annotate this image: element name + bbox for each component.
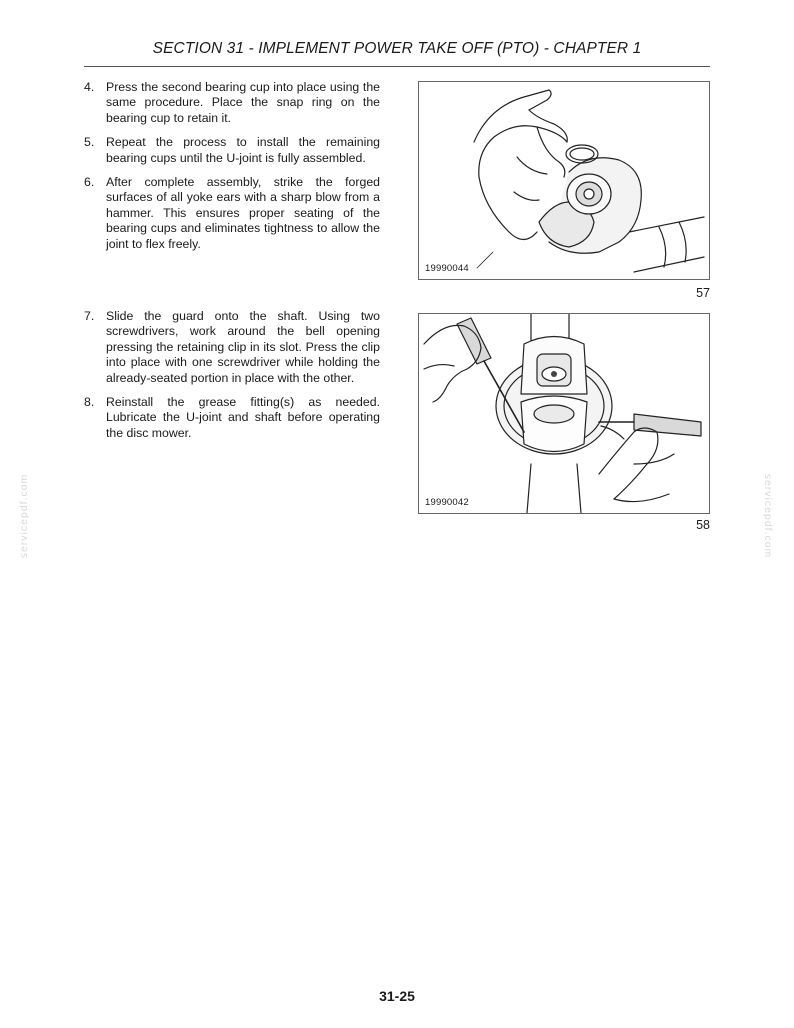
step-number: 4. <box>84 80 95 94</box>
step-text: Repeat the process to install the remaining bearing cups until the U-joint is fully assembled. <box>106 135 380 165</box>
watermark-left: servicepdf.com <box>18 473 30 559</box>
watermark-right: servicepdf.com <box>762 473 774 559</box>
page-header-title: SECTION 31 - IMPLEMENT POWER TAKE OFF (PTO) - CHAPTER 1 <box>152 40 642 57</box>
step-number: 5. <box>84 135 95 150</box>
step-text: Reinstall the grease fitting(s) as needed. Lubricate the U-joint and shaft before operating the disc mower. <box>106 395 380 440</box>
figure-58-guard-clip-illustration <box>418 313 710 514</box>
figure-number-57: 57 <box>696 286 710 300</box>
figure-code-label: 19990042 <box>425 497 469 508</box>
step-text: Press the second bearing cup into place using the same procedure. Place the snap ring on the bearing cup to retain it. <box>106 80 380 125</box>
guard-clip-drawing <box>419 314 709 513</box>
header-divider <box>84 66 710 67</box>
figure-number-58: 58 <box>696 518 710 532</box>
instruction-step-4 <box>84 80 380 126</box>
step-number: 8. <box>84 395 95 410</box>
figure-code-label: 19990044 <box>425 263 469 274</box>
instruction-steps-group-a <box>84 80 380 261</box>
step-number: 6. <box>84 175 95 190</box>
instruction-step-5 <box>84 135 380 166</box>
instruction-step-8 <box>84 395 380 441</box>
figure-57-ujoint-illustration <box>418 81 710 280</box>
step-text: Slide the guard onto the shaft. Using two screwdrivers, work around the bell opening pressing the retaining clip in its slot. Press the clip into place with one screwdriver while holding the already-seated portion in place with the other. <box>106 309 380 385</box>
step-number: 7. <box>84 309 95 323</box>
instruction-steps-group-b <box>84 309 380 450</box>
page-number: 31-25 <box>379 988 415 1004</box>
ujoint-hand-drawing <box>419 82 709 279</box>
step-text: After complete assembly, strike the forged surfaces of all yoke ears with a sharp blow from a hammer. This ensures proper seating of the bearing cups and eliminates tightness to allow the joint to flex freely. <box>106 175 380 251</box>
instruction-step-6 <box>84 175 380 252</box>
instruction-step-7 <box>84 309 380 386</box>
